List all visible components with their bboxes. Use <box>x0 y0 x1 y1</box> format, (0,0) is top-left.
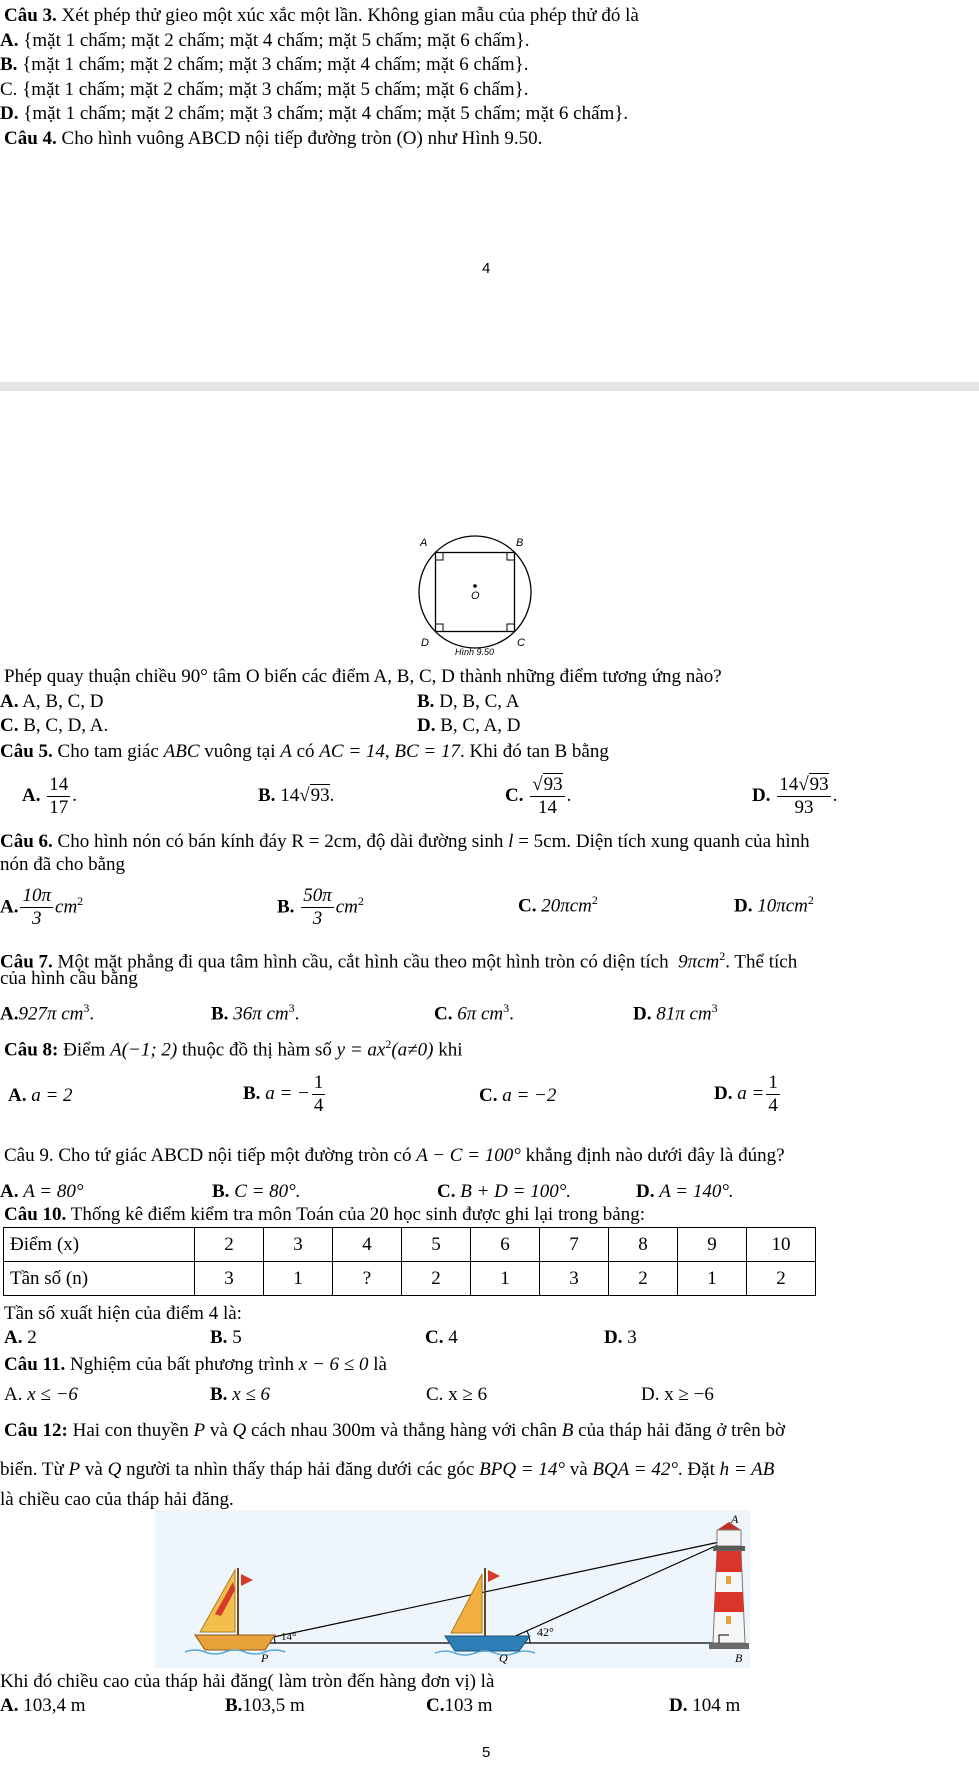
denominator: 4 <box>768 1095 778 1117</box>
q12-text: . Đặt <box>677 1459 715 1480</box>
q6-option-c <box>518 888 598 918</box>
q7-option-c <box>434 996 514 1026</box>
q10-text: Thống kê điểm kiểm tra môn Toán của 20 học sinh được ghi lại trong bảng: <box>70 1204 646 1225</box>
unit: cm <box>55 896 78 918</box>
q8-stem <box>4 1032 462 1062</box>
option-label: B. <box>210 1327 228 1348</box>
option-label: D. <box>0 103 19 124</box>
q8-title: Câu 8: <box>4 1039 59 1061</box>
option-text: 4 <box>448 1327 458 1348</box>
table-cell: 1 <box>678 1262 747 1296</box>
option-text: 103,5 m <box>242 1695 305 1716</box>
option-label: A. <box>8 1085 27 1106</box>
q11-option-c <box>426 1383 487 1407</box>
table-cell: 1 <box>471 1262 540 1296</box>
coefficient: 14 <box>280 785 300 806</box>
q10-option-a <box>4 1326 37 1350</box>
option-label: C. <box>434 1003 453 1025</box>
radicand: 93 <box>809 774 829 796</box>
option-label: A. <box>0 1003 19 1025</box>
label-d: D <box>421 637 429 649</box>
q4-option-b <box>417 690 519 714</box>
exponent: 3 <box>711 1001 718 1015</box>
option-text: D, B, C, A <box>439 691 520 712</box>
q5-text: bằng <box>571 741 609 762</box>
option-label: C. <box>425 1327 444 1348</box>
table-cell: 7 <box>540 1228 609 1262</box>
option-text: x ≥ 6 <box>448 1384 488 1405</box>
option-text: a = 2 <box>31 1085 73 1106</box>
q5-option-b: B. 14√93. <box>258 785 335 806</box>
option-label: D. <box>714 1083 733 1104</box>
q9-option-a <box>0 1180 83 1204</box>
q11-option-b <box>210 1383 270 1407</box>
q12-text: và <box>569 1459 588 1480</box>
fraction <box>530 774 564 819</box>
q12-title: Câu 12: <box>4 1420 68 1441</box>
q11-option-a <box>4 1383 78 1407</box>
option-tail: . <box>329 785 335 806</box>
q3-text: Xét phép thử gieo một xúc xắc một lần. Không gian mẫu của phép thử đó là <box>61 5 639 26</box>
exponent: 2 <box>385 1037 392 1051</box>
q6-title: Câu 6. <box>0 831 53 852</box>
q4-option-a <box>0 690 103 714</box>
table-row-header: Tần số (n) <box>4 1262 195 1296</box>
option-label: B. <box>211 1003 229 1025</box>
numerator: 1 <box>768 1072 778 1094</box>
q12-text: và <box>84 1459 103 1480</box>
option-label: B. <box>417 691 435 712</box>
q7-text: Một mặt phẳng đi qua tâm hình cầu, cắt hình cầu theo một hình tròn có diện tích <box>57 951 669 973</box>
q12-symbol: P <box>68 1459 81 1480</box>
score-table <box>3 1227 816 1296</box>
figure-9-50 <box>400 524 560 674</box>
figure-caption: Hình 9.50 <box>455 647 495 657</box>
q8-option-d <box>714 1071 782 1117</box>
q12-text: Hai con thuyền <box>72 1420 189 1441</box>
q8-text: khi <box>438 1039 463 1061</box>
numerator: √93 <box>532 774 563 796</box>
table-cell: ? <box>333 1262 402 1296</box>
option-label: B. <box>258 785 276 806</box>
q11-title: Câu 11. <box>4 1354 66 1375</box>
exponent: 2 <box>807 893 814 907</box>
option-label: C. <box>0 79 18 100</box>
table-cell: 9 <box>678 1228 747 1262</box>
table-cell: 2 <box>195 1228 264 1262</box>
fraction <box>312 1072 326 1117</box>
q12-text: biển. Từ <box>0 1459 64 1480</box>
option-value: 927π cm <box>18 1003 84 1025</box>
q12-stem-3: là chiều cao của tháp hải đăng. <box>0 1489 234 1510</box>
option-text: A = 80° <box>23 1181 84 1202</box>
option-tail: . <box>509 1003 514 1025</box>
option-text: a = − <box>265 1083 310 1104</box>
table-cell: 1 <box>264 1262 333 1296</box>
q5-option-c <box>505 773 571 819</box>
option-text: 3 <box>627 1327 637 1348</box>
label-c: C <box>517 637 525 649</box>
right-angle-mark <box>436 553 444 561</box>
q7-option-a <box>0 996 94 1026</box>
option-label: A. <box>22 785 41 806</box>
label-b: B <box>516 537 524 549</box>
lighthouse-figure <box>155 1510 750 1668</box>
q7-option-b <box>211 996 299 1026</box>
q12-symbol: P <box>193 1420 206 1441</box>
label-p: P <box>261 1651 269 1665</box>
option-label: B. <box>225 1695 243 1716</box>
q12-text: cách nhau 300m và thẳng hàng với chân <box>250 1420 558 1441</box>
table-cell: 8 <box>609 1228 678 1262</box>
right-angle-mark <box>507 553 515 561</box>
option-text: a = −2 <box>502 1085 557 1106</box>
denominator: 93 <box>794 797 814 819</box>
q8-point: A(−1; 2) <box>110 1039 178 1061</box>
fraction <box>20 885 53 930</box>
q5-tan: tan B <box>526 741 568 762</box>
option-text: {mặt 1 chấm; mặt 2 chấm; mặt 4 chấm; mặt 5 chấm; mặt 6 chấm}. <box>23 30 530 51</box>
q12-symbol: Q <box>232 1420 247 1441</box>
q5-title: Câu 5. <box>0 741 53 762</box>
option-label: B. <box>210 1384 228 1405</box>
denominator: 17 <box>49 797 69 819</box>
table-cell: 2 <box>402 1262 471 1296</box>
option-text: 2 <box>27 1327 37 1348</box>
q6-text: Cho hình nón có bán kính đáy R = 2cm, độ dài đường sinh <box>57 831 504 852</box>
fraction <box>301 885 334 930</box>
q11-text: Nghiệm của bất phương trình <box>70 1354 295 1375</box>
table-cell: 3 <box>264 1228 333 1262</box>
right-angle-mark <box>436 624 444 632</box>
option-label: C. <box>426 1695 445 1716</box>
q12-symbol: B <box>561 1420 574 1441</box>
option-label: D. <box>734 895 753 917</box>
q12-text: của tháp hải đăng ở trên bờ <box>578 1420 785 1441</box>
q6-stem-2: nón đã cho bằng <box>0 854 126 875</box>
table-cell: 10 <box>747 1228 816 1262</box>
option-label: C. <box>426 1384 444 1405</box>
table-cell: 6 <box>471 1228 540 1262</box>
option-value: 6π cm <box>457 1003 504 1025</box>
numerator: 1 <box>313 1072 324 1094</box>
label-a: A <box>420 537 428 549</box>
option-label: A. <box>0 1181 19 1202</box>
q8-option-b <box>243 1071 327 1117</box>
q6-stem <box>0 830 810 854</box>
exponent: 2 <box>591 893 598 907</box>
label-o: O <box>471 590 480 602</box>
page-number: 4 <box>482 260 491 277</box>
fraction <box>47 774 70 819</box>
option-label: C. <box>437 1181 456 1202</box>
option-tail: . <box>566 785 572 806</box>
option-text: x ≥ −6 <box>664 1384 714 1405</box>
q9-text: khẳng định nào dưới đây là đúng? <box>525 1145 785 1166</box>
numerator: 14√93 <box>779 774 829 796</box>
option-label: B. <box>0 54 18 75</box>
option-label: A. <box>0 896 19 918</box>
option-text: 103 m <box>444 1695 493 1716</box>
option-label: D. <box>641 1384 660 1405</box>
q4-stem <box>4 127 542 151</box>
option-text: x ≤ −6 <box>27 1384 78 1405</box>
option-label: D. <box>752 785 771 806</box>
q4-title: Câu 4. <box>4 128 57 149</box>
q7-title: Câu 7. <box>0 951 53 973</box>
option-text: B + D = 100°. <box>460 1181 572 1202</box>
page-number: 5 <box>482 1744 491 1761</box>
q12-text: và <box>209 1420 228 1441</box>
q5-cond: BC = 17 <box>394 741 461 762</box>
numerator: 14 <box>49 774 69 796</box>
option-label: A. <box>4 1384 23 1405</box>
option-label: D. <box>604 1327 623 1348</box>
table-cell: 2 <box>747 1262 816 1296</box>
option-text: 104 m <box>692 1695 741 1716</box>
option-label: D. <box>633 1003 652 1025</box>
exponent: 3 <box>288 1001 295 1015</box>
q10-title: Câu 10. <box>4 1204 67 1225</box>
angle-label-42: 42° <box>537 1625 554 1639</box>
option-label: D. <box>669 1695 688 1716</box>
exponent: 2 <box>357 894 364 908</box>
angle-label-14: 14° <box>281 1631 297 1643</box>
table-cell: 2 <box>609 1262 678 1296</box>
q8-option-c <box>479 1084 556 1108</box>
q5-cond: AC = 14 <box>319 741 385 762</box>
q12-definition: h = AB <box>719 1459 775 1480</box>
q9-condition: A − C = 100° <box>416 1145 521 1166</box>
exponent: 3 <box>503 1001 510 1015</box>
option-text: B, C, D, A. <box>23 715 109 736</box>
q5-stem: Câu 5. Cho tam giác ABC vuông tại A có AC = 14, BC = 17. Khi đó tan B bằng <box>0 741 609 762</box>
exponent: 2 <box>719 949 726 963</box>
q11-option-d <box>641 1383 714 1407</box>
option-label: D. <box>417 715 436 736</box>
q5-text: . Khi đó <box>460 741 522 762</box>
table-cell: 4 <box>333 1228 402 1262</box>
q12-stem-2 <box>0 1458 774 1482</box>
table-row <box>4 1262 816 1296</box>
option-label: C. <box>505 785 524 806</box>
q10-stem <box>4 1203 645 1227</box>
table-cell: 3 <box>195 1262 264 1296</box>
q8-text: thuộc đồ thị hàm số <box>182 1039 332 1061</box>
option-text: x ≤ 6 <box>232 1384 271 1405</box>
option-label: A. <box>0 30 19 51</box>
q3-option-d <box>0 102 628 126</box>
q7-text: . Thể tích <box>725 951 798 973</box>
numerator: 10π <box>22 885 52 907</box>
option-text: {mặt 1 chấm; mặt 2 chấm; mặt 3 chấm; mặt 4 chấm; mặt 6 chấm}. <box>22 54 529 75</box>
table-cell: 3 <box>540 1262 609 1296</box>
option-label: C. <box>0 715 19 736</box>
option-value: 10πcm <box>757 895 808 917</box>
q6-option-b <box>277 878 364 930</box>
q12-option-b <box>225 1694 305 1718</box>
q3-title: Câu 3. <box>4 5 57 26</box>
q8-condition: (a≠0) <box>391 1039 434 1061</box>
right-angle-mark <box>507 624 515 632</box>
q12-option-c <box>426 1694 493 1718</box>
option-text: A, B, C, D <box>22 691 104 712</box>
q4-question: Phép quay thuận chiều 90° tâm O biến các điểm A, B, C, D thành những điểm tương ứng nào? <box>4 666 722 687</box>
option-text: B, C, A, D <box>440 715 521 736</box>
q9-title: Câu 9. <box>4 1145 54 1166</box>
q3-option-b <box>0 53 528 77</box>
q4-text: Cho hình vuông ABCD nội tiếp đường tròn (O) như Hình 9.50. <box>61 128 543 149</box>
q9-stem <box>4 1144 785 1168</box>
q12-stem <box>4 1419 785 1443</box>
option-label: C. <box>518 895 537 917</box>
q11-inequality: x − 6 ≤ 0 <box>298 1354 369 1375</box>
q8-function: y = ax <box>336 1039 386 1061</box>
option-text: a = <box>737 1083 765 1104</box>
exponent: 2 <box>77 894 84 908</box>
option-tail: . <box>72 785 77 806</box>
option-label: B. <box>212 1181 230 1202</box>
q5-text: Cho tam giác <box>57 741 159 762</box>
option-text: 5 <box>232 1327 242 1348</box>
denominator: 3 <box>32 908 42 930</box>
q10-option-d <box>604 1326 637 1350</box>
q10-question: Tần số xuất hiện của điểm 4 là: <box>4 1303 242 1324</box>
q7-stem-2: của hình cầu bằng <box>0 968 138 989</box>
denominator: 3 <box>312 908 323 930</box>
option-label: D. <box>636 1181 655 1202</box>
q12-angle: BQA = 42° <box>592 1459 678 1480</box>
q3-stem <box>4 4 639 28</box>
exponent: 3 <box>83 1001 90 1015</box>
q8-option-a <box>8 1084 73 1108</box>
q5-option-d <box>752 773 837 819</box>
table-row-header: Điểm (x) <box>4 1228 195 1262</box>
option-label: C. <box>479 1085 498 1106</box>
unit: cm <box>335 896 358 918</box>
q12-text: người ta nhìn thấy tháp hải đăng dưới các góc <box>126 1459 475 1480</box>
table-row <box>4 1228 816 1262</box>
page-separator <box>0 382 979 391</box>
q3-option-a <box>0 29 530 53</box>
q11-text: là <box>373 1354 387 1375</box>
coefficient: 14 <box>779 774 799 796</box>
option-text: {mặt 1 chấm; mặt 2 chấm; mặt 3 chấm; mặt 4 chấm; mặt 5 chấm; mặt 6 chấm}. <box>23 103 629 124</box>
label-b: B <box>735 1651 743 1665</box>
option-value: 36π cm <box>233 1003 289 1025</box>
q11-stem <box>4 1353 387 1377</box>
denominator: 4 <box>313 1095 324 1117</box>
q12-question: Khi đó chiều cao của tháp hải đăng( làm tròn đến hàng đơn vị) là <box>0 1671 495 1692</box>
q12-option-a <box>0 1694 86 1718</box>
q10-option-c <box>425 1326 458 1350</box>
q8-text: Điểm <box>63 1039 106 1061</box>
q5-text: có <box>296 741 315 762</box>
option-value: 81π cm <box>656 1003 712 1025</box>
label-a: A <box>731 1512 739 1526</box>
q9-option-c <box>437 1180 571 1204</box>
option-value: 20πcm <box>541 895 592 917</box>
q3-option-c <box>0 78 528 102</box>
option-label: B. <box>277 896 295 918</box>
option-tail: . <box>832 785 838 806</box>
q6-symbol: l <box>508 831 514 852</box>
label-q: Q <box>499 1651 508 1665</box>
option-label: A. <box>4 1327 23 1348</box>
option-text: A = 140°. <box>659 1181 734 1202</box>
q4-option-c <box>0 714 108 738</box>
q7-option-d <box>633 996 718 1026</box>
option-text: 103,4 m <box>23 1695 86 1716</box>
q10-option-b <box>210 1326 242 1350</box>
numerator: 50π <box>303 885 332 907</box>
option-tail: . <box>294 1003 300 1025</box>
q12-angle: BPQ = 14° <box>479 1459 565 1480</box>
q6-option-a <box>0 878 83 930</box>
q5-vertex: A <box>280 741 292 762</box>
q7-area: 9πcm <box>678 951 720 973</box>
q12-symbol: Q <box>107 1459 122 1480</box>
denominator: 14 <box>537 797 557 819</box>
radicand: 93 <box>310 785 330 806</box>
option-label: B. <box>243 1083 261 1104</box>
q9-option-d <box>636 1180 734 1204</box>
fraction <box>766 1072 780 1117</box>
center-dot <box>473 584 477 588</box>
option-text: C = 80°. <box>234 1181 301 1202</box>
option-tail: . <box>89 1003 95 1025</box>
q12-option-d <box>669 1694 740 1718</box>
table-cell: 5 <box>402 1228 471 1262</box>
q5-triangle: ABC <box>163 741 200 762</box>
option-label: A. <box>0 1695 19 1716</box>
radicand: 93 <box>543 774 563 796</box>
q6-option-d <box>734 888 814 918</box>
q9-option-b <box>212 1180 301 1204</box>
option-label: A. <box>0 691 19 712</box>
q9-text: Cho tứ giác ABCD nội tiếp một đường tròn có <box>58 1145 412 1166</box>
fraction <box>777 774 830 819</box>
option-text: {mặt 1 chấm; mặt 2 chấm; mặt 3 chấm; mặt 5 chấm; mặt 6 chấm}. <box>22 79 529 100</box>
q5-text: vuông tại <box>204 741 276 762</box>
q6-text: = 5cm. Diện tích xung quanh của hình <box>518 831 810 852</box>
q4-option-d <box>417 714 520 738</box>
q5-option-a <box>22 773 77 819</box>
